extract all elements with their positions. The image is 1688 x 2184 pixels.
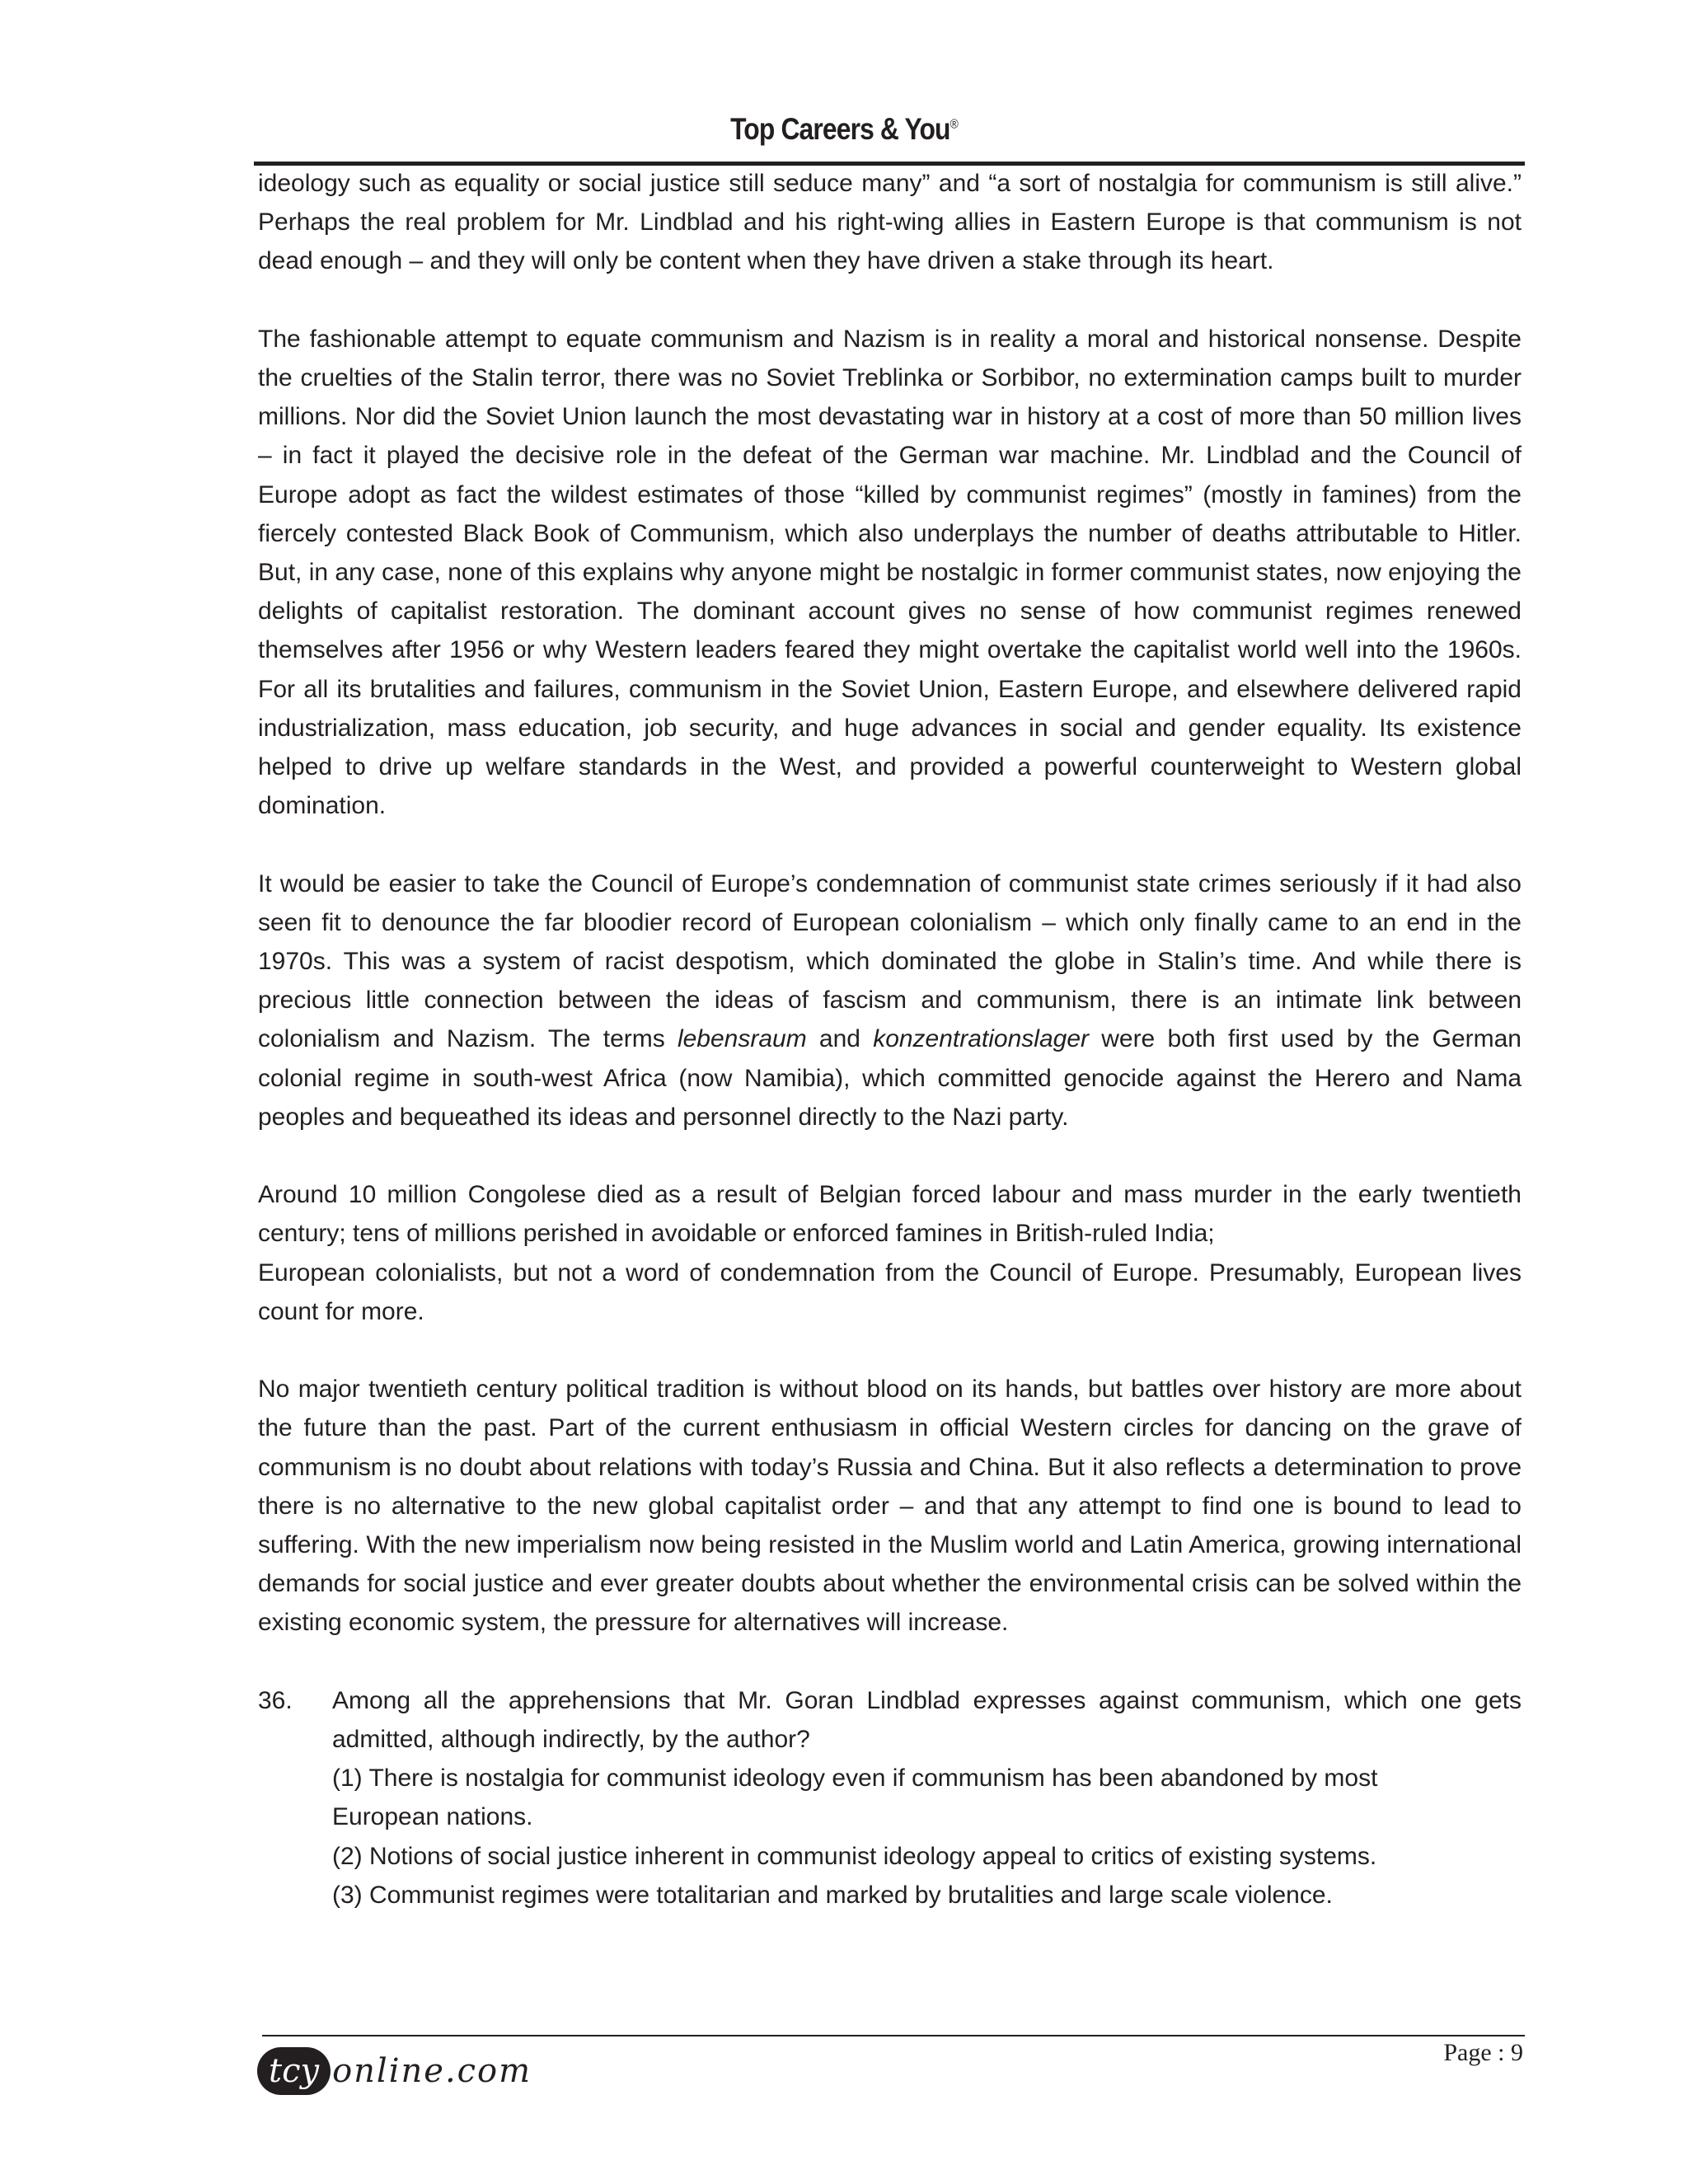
paragraph-3-part-3: were both first used by the German colonial regime in south-west Africa (now Namibia), which committed genocide against the Herero and Nama peoples and bequeathed its ideas and personnel directly to the Nazi party. [258, 1025, 1522, 1131]
tcyonline-logo [257, 2042, 532, 2100]
paragraph-2: The fashionable attempt to equate communism and Nazism is in reality a moral and historical nonsense. Despite the cruelties of the Stalin terror, there was no Soviet Treblinka or Sorbibor, no extermination camps built to murder millions. Nor did the Soviet Union launch the most devastating war in history at a cost of more than 50 million lives – in fact it played the decisive role in the defeat of the German war machine. Mr. Lindblad and the Council of Europe adopt as fact the wildest estimates of those “killed by communist regimes” (mostly in famines) from the fiercely contested Black Book of Communism, which also underplays the number of deaths attributable to Hitler. But, in any case, none of this explains why anyone might be nostalgic in former communist states, now enjoying the delights of capitalist restoration. The dominant account gives no sense of how communist regimes renewed themselves after 1956 or why Western leaders feared they might overtake the capitalist world well into the 1960s. For all its brutalities and failures, communism in the Soviet Union, Eastern Europe, and elsewhere delivered rapid industrialization, mass education, job security, and huge advances in social and gender equality. Its existence helped to drive up welfare standards in the West, and provided a powerful counterweight to Western global domination. [258, 325, 1522, 820]
option-3: (3) Communist regimes were totalitarian and marked by brutalities and large scale violence. [332, 1881, 1333, 1909]
logo-badge: tcy [257, 2047, 331, 2095]
header-title-text: Top Careers & You [730, 112, 950, 146]
paragraph-3-part-2: and [806, 1025, 874, 1053]
option-2: (2) Notions of social justice inherent in communist ideology appeal to critics of existing systems. [332, 1842, 1377, 1870]
term-lebensraum: lebensraum [677, 1025, 807, 1053]
passage-content [258, 164, 1522, 1915]
paragraph-4-line-2: European colonialists, but not a word of condemnation from the Council of Europe. Presumably, European lives count for more. [258, 1258, 1522, 1325]
page-header-title [118, 112, 1569, 147]
option-1-line-1: (1) There is nostalgia for communist ideology even if communism has been abandoned by most [332, 1765, 1378, 1793]
paragraph-5: No major twentieth century political tradition is without blood on its hands, but battles over history are more about the future than the past. Part of the current enthusiasm in official Western circles for dancing on the grave of communism is no doubt about relations with today’s Russia and China. But it also reflects a determination to prove there is no alternative to the new global capitalist order – and that any attempt to find one is bound to lead to suffering. With the new imperialism now being resisted in the Muslim world and Latin America, growing international demands for social justice and ever greater doubts about whether the environmental crisis can be solved within the existing economic system, the pressure for alternatives will increase. [258, 1376, 1522, 1637]
paragraph-4-line-1: Around 10 million Congolese died as a result of Belgian forced labour and mass murder in the early twentieth century; tens of millions perished in avoidable or enforced famines in British-ruled India; [258, 1181, 1522, 1248]
term-konzentrationslager: konzentrationslager [873, 1025, 1090, 1053]
footer-divider [262, 2035, 1525, 2036]
logo-text: online.com [332, 2052, 532, 2090]
question-36 [258, 1681, 1522, 1915]
paragraph-3-part-1: It would be easier to take the Council of Europe’s condemnation of communist state crimes seriously if it had also seen fit to denounce the far bloodier record of European colonialism – which only finally came to an end in the 1970s. This was a system of racist despotism, which dominated the globe in Stalin’s time. And while there is precious little connection between the ideas of fascism and communism, there is an intimate link between colonialism and Nazism. The terms [258, 869, 1522, 1053]
paragraph-3 [258, 865, 1522, 1137]
question-number: 36. [258, 1686, 293, 1714]
page-number: Page : 9 [1443, 2039, 1523, 2066]
question-body [332, 1681, 1522, 1915]
paragraph-1: ideology such as equality or social justice still seduce many” and “a sort of nostalgia for communism is still alive.” Perhaps the real problem for Mr. Lindblad and his right-wing allies in Eastern Europe is that communism is not dead enough – and they will only be content when they have driven a stake through its heart. [258, 170, 1522, 275]
registered-mark: ® [950, 117, 958, 132]
question-stem: Among all the apprehensions that Mr. Goran Lindblad expresses against communism, which one gets admitted, although indirectly, by the author? [332, 1686, 1522, 1754]
option-1-line-2: European nations. [332, 1803, 533, 1831]
